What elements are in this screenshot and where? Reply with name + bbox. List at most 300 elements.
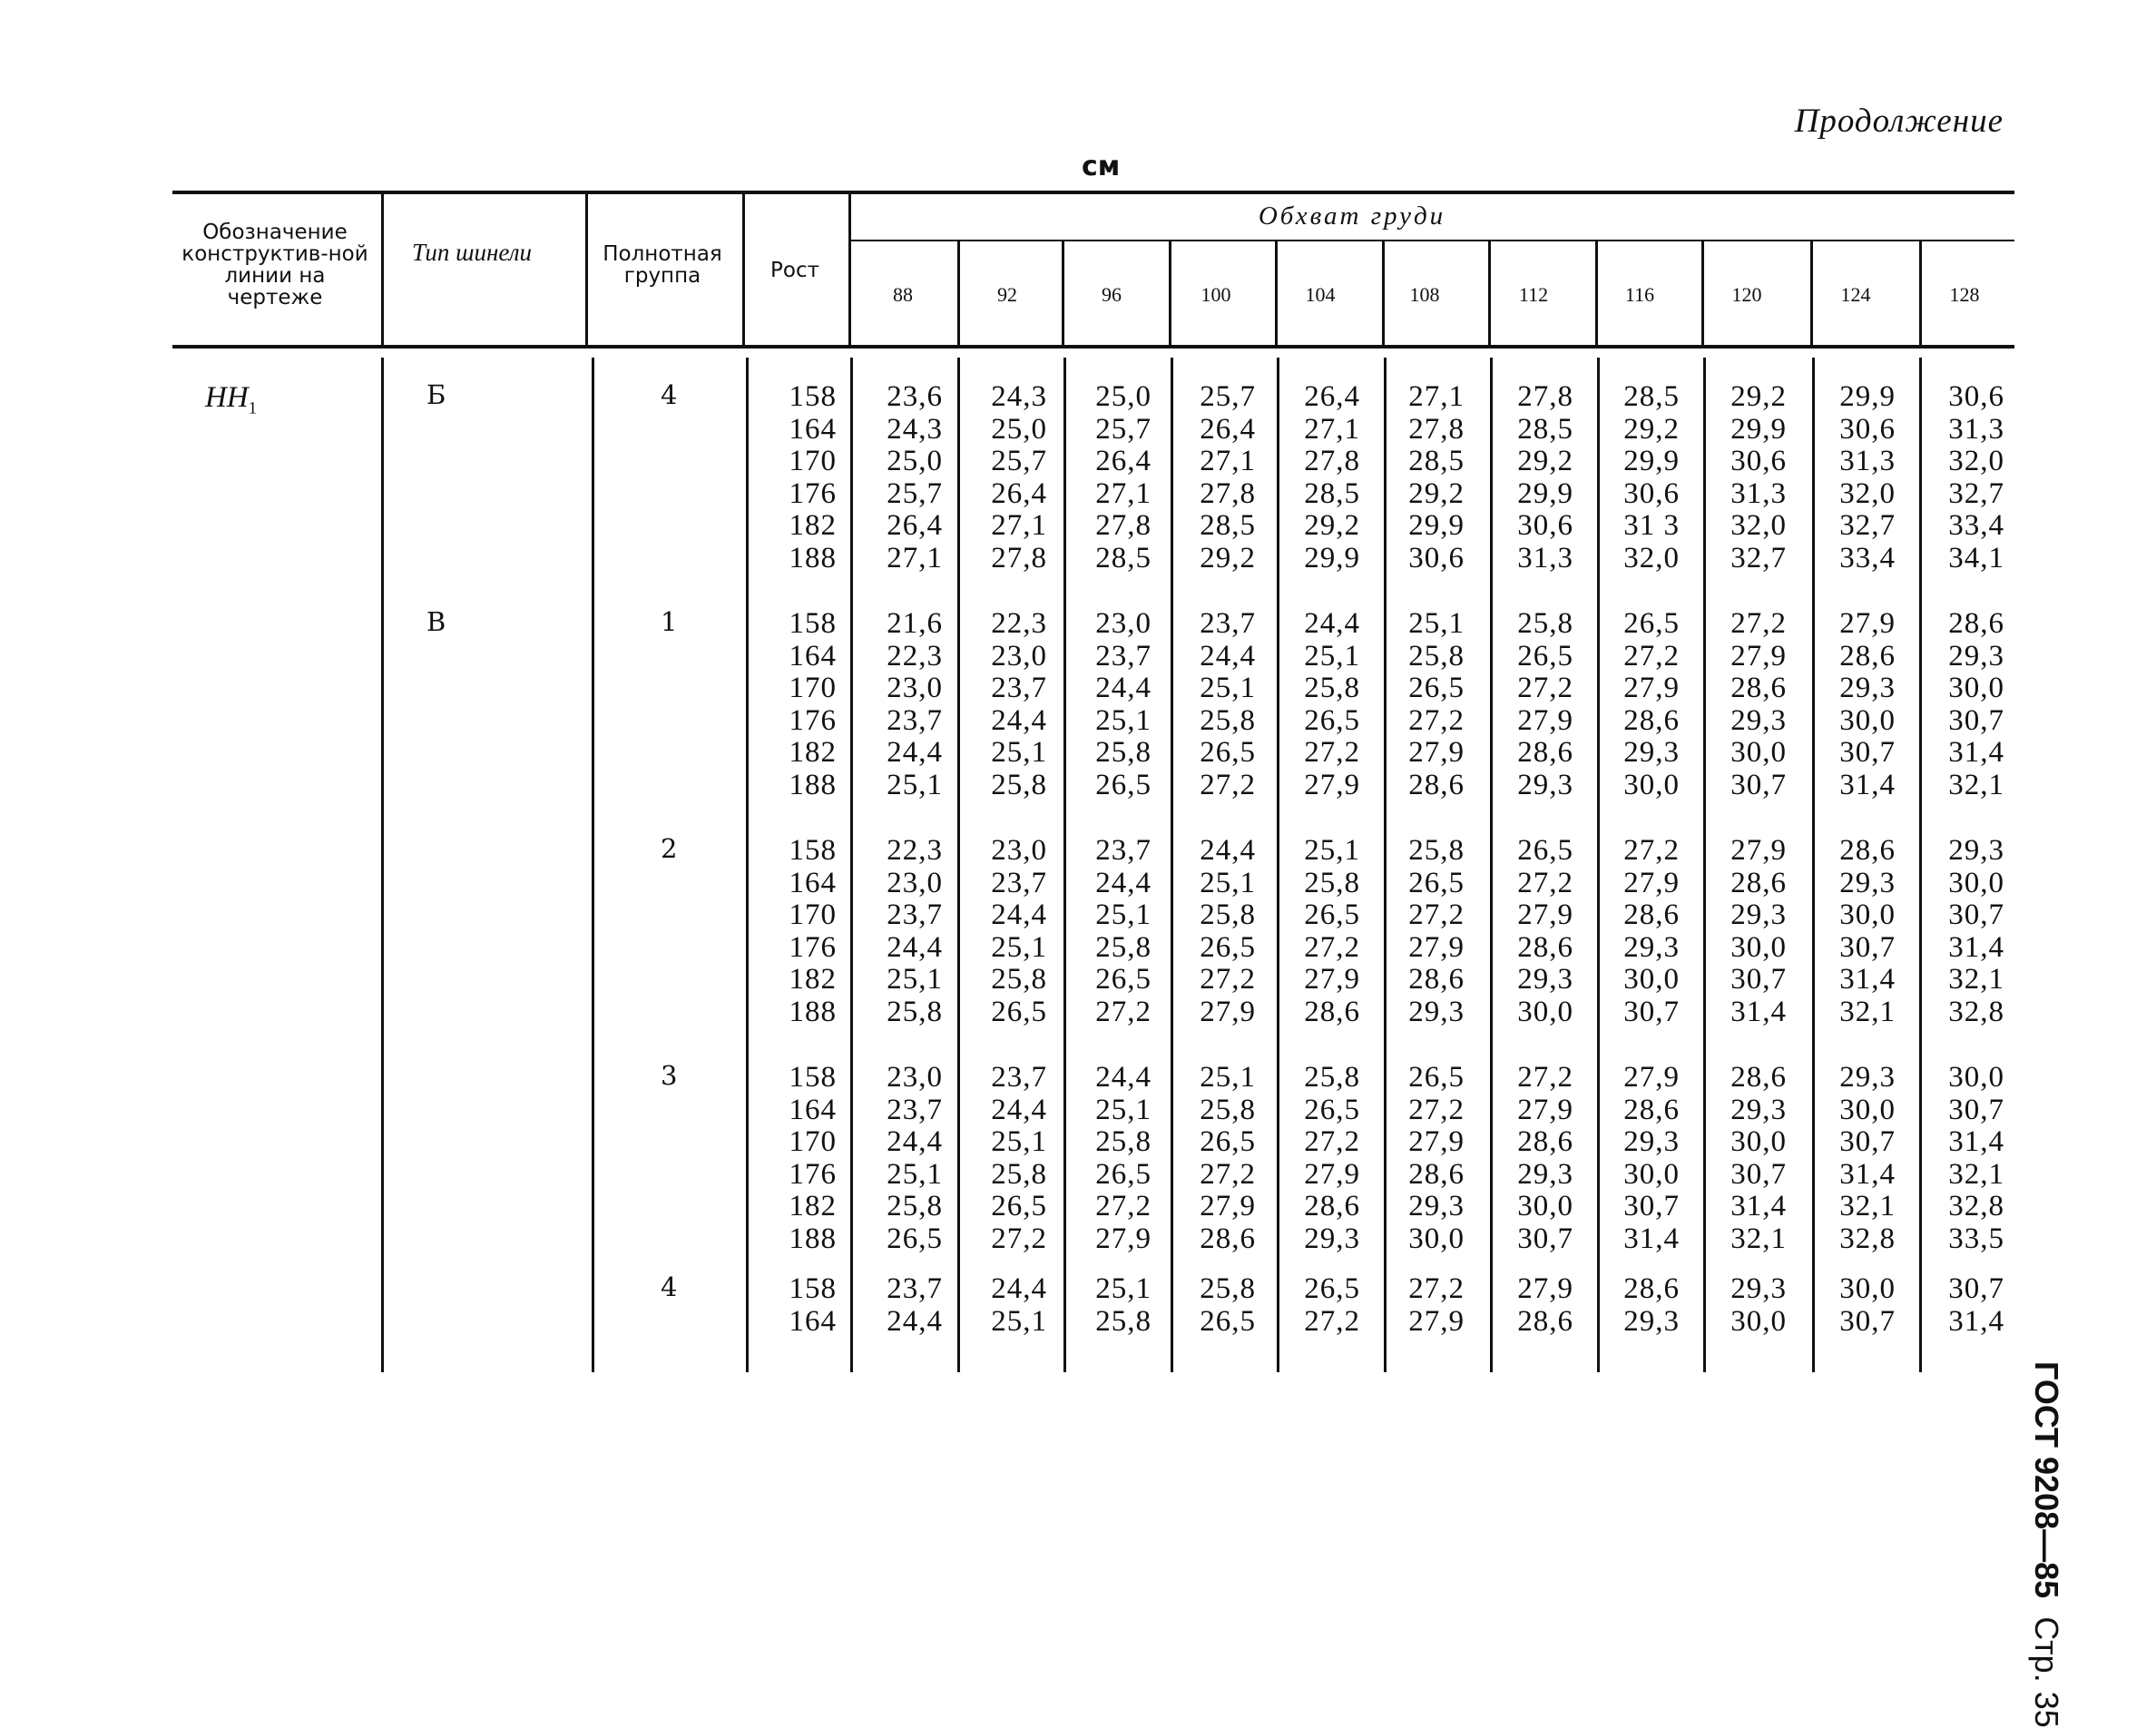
table-cell: 25,8 [1304, 672, 1360, 704]
table-cell: 29,3 [1623, 1304, 1680, 1338]
chest-column-values [1703, 835, 1787, 1028]
table-cell: 24,4 [991, 1093, 1047, 1126]
table-cell: 25,1 [1095, 1093, 1152, 1126]
table-cell: 23,7 [887, 1272, 943, 1305]
table-cell: 23,7 [887, 703, 943, 737]
table-cell: 27,8 [1095, 509, 1152, 542]
table-cell: 22,3 [887, 834, 943, 867]
table-cell: 32,7 [1948, 476, 2004, 510]
table-cell: 26,5 [1517, 834, 1573, 867]
table-cell: 30,0 [1839, 703, 1896, 737]
table-cell: 29,2 [1517, 445, 1573, 477]
table-cell: 29,3 [1730, 1093, 1787, 1126]
table-cell: 27,2 [1517, 672, 1573, 704]
table-cell: 27,8 [1200, 476, 1256, 510]
table-cell: 23,7 [887, 898, 943, 931]
height-value: 176 [789, 476, 837, 510]
height-value: 188 [789, 1222, 837, 1255]
table-cell: 27,2 [1517, 866, 1573, 899]
table-cell: 27,2 [1095, 1190, 1152, 1222]
height-value: 170 [789, 672, 837, 704]
table-cell: 30,0 [1948, 672, 2004, 704]
table-cell: 25,1 [1304, 834, 1360, 867]
table-cell: 31,4 [1948, 1304, 2004, 1338]
chest-column-values [1381, 835, 1465, 1028]
table-cell: 27,9 [1408, 1304, 1465, 1338]
table-cell: 24,4 [887, 736, 943, 769]
height-value: 188 [789, 768, 837, 801]
table-cell: 30,0 [1730, 1125, 1787, 1158]
table-cell: 28,6 [1517, 736, 1573, 769]
chest-column-values [859, 381, 943, 574]
table-cell: 25,7 [991, 445, 1047, 477]
table-cell: 25,8 [887, 995, 943, 1028]
body-column-divider [1063, 358, 1066, 1372]
table-cell: 30,0 [1730, 930, 1787, 964]
height-value: 182 [789, 736, 837, 769]
table-cell: 32,1 [1839, 1190, 1896, 1222]
side-note-standard: ГОСТ 9208—85 [2028, 1361, 2065, 1599]
table-cell: 27,9 [1304, 768, 1360, 801]
chest-size-header: 128 [1949, 283, 1980, 306]
chest-column-values [1596, 835, 1680, 1028]
chest-column-values [1490, 835, 1573, 1028]
table-cell: 27,9 [1095, 1222, 1152, 1255]
chest-column-values [1381, 1273, 1465, 1338]
chest-column-values [1490, 1273, 1573, 1338]
table-cell: 29,3 [1517, 768, 1573, 801]
table-cell: 29,2 [1408, 476, 1465, 510]
chest-column-values [1172, 381, 1256, 574]
table-cell: 28,6 [1623, 703, 1680, 737]
chest-size-header: 92 [997, 283, 1017, 306]
table-cell: 33,4 [1839, 541, 1896, 574]
height-value: 164 [789, 1304, 837, 1338]
table-cell: 27,2 [1095, 995, 1152, 1028]
table-cell: 24,4 [887, 1304, 943, 1338]
table-cell: 25,8 [1200, 1093, 1256, 1126]
table-cell: 25,1 [1200, 672, 1256, 704]
table-cell: 23,0 [1095, 607, 1152, 640]
chest-size-header: 100 [1200, 283, 1231, 306]
table-cell: 25,1 [887, 1157, 943, 1191]
chest-size-header: 88 [893, 283, 913, 306]
table-cell: 27,9 [1623, 866, 1680, 899]
table-cell: 25,8 [991, 963, 1047, 996]
table-cell: 30,7 [1839, 1304, 1896, 1338]
table-cell: 24,4 [991, 703, 1047, 737]
table-cell: 27,2 [1200, 1157, 1256, 1191]
table-cell: 28,6 [1517, 1125, 1573, 1158]
table-cell: 29,9 [1408, 509, 1465, 542]
height-values [769, 1062, 837, 1255]
height-value: 158 [789, 607, 837, 640]
table-cell: 30,0 [1623, 768, 1680, 801]
table-cell: 32,0 [1623, 541, 1680, 574]
table-cell: 26,5 [1408, 672, 1465, 704]
table-cell: 27,9 [1730, 639, 1787, 673]
header-column-divider [1062, 241, 1064, 345]
height-value: 182 [789, 1190, 837, 1222]
table-cell: 28,5 [1200, 509, 1256, 542]
table-cell: 28,6 [1730, 672, 1787, 704]
table-cell: 29,9 [1623, 445, 1680, 477]
table-cell: 32,1 [1730, 1222, 1787, 1255]
header-column-divider [1169, 241, 1171, 345]
chest-column-values [1172, 835, 1256, 1028]
fullness-group: 1 [661, 606, 678, 637]
header-column-divider [957, 241, 960, 345]
chest-column-values [1068, 381, 1152, 574]
table-cell: 24,4 [1200, 639, 1256, 673]
body-column-divider [592, 358, 594, 1372]
table-cell: 31,4 [1948, 1125, 2004, 1158]
table-cell: 30,0 [1839, 898, 1896, 931]
table-cell: 25,7 [1200, 380, 1256, 413]
table-cell: 27,8 [1304, 445, 1360, 477]
table-cell: 25,1 [991, 1125, 1047, 1158]
table-cell: 24,4 [1200, 834, 1256, 867]
chest-column-values [1596, 381, 1680, 574]
table-cell: 32,8 [1839, 1222, 1896, 1255]
table-cell: 25,8 [1408, 639, 1465, 673]
table-cell: 29,3 [1730, 898, 1787, 931]
height-value: 158 [789, 1272, 837, 1305]
table-cell: 29,3 [1948, 639, 2004, 673]
chest-column-values [1921, 835, 2004, 1028]
table-cell: 21,6 [887, 607, 943, 640]
header-column-divider [381, 194, 384, 345]
height-value: 170 [789, 1125, 837, 1158]
table-cell: 25,1 [1095, 1272, 1152, 1305]
chest-column-values [859, 835, 943, 1028]
table-cell: 28,5 [1623, 380, 1680, 413]
table-cell: 27,2 [1408, 1093, 1465, 1126]
table-cell: 27,9 [1730, 834, 1787, 867]
table-cell: 25,8 [991, 1157, 1047, 1191]
chest-column-values [1812, 608, 1896, 801]
chest-column-values [1381, 1062, 1465, 1255]
table-cell: 25,8 [1304, 866, 1360, 899]
table-cell: 23,6 [887, 380, 943, 413]
chest-column-values [964, 381, 1047, 574]
table-cell: 23,0 [887, 866, 943, 899]
table-cell: 28,6 [1517, 930, 1573, 964]
table-cell: 33,5 [1948, 1222, 2004, 1255]
chest-column-values [859, 1062, 943, 1255]
chest-column-values [1490, 1062, 1573, 1255]
table-cell: 28,6 [1517, 1304, 1573, 1338]
table-cell: 29,2 [1200, 541, 1256, 574]
table-cell: 26,5 [991, 995, 1047, 1028]
height-values [769, 381, 837, 574]
table-cell: 30,0 [1623, 963, 1680, 996]
table-cell: 25,8 [1095, 930, 1152, 964]
chest-size-header: 112 [1518, 283, 1549, 306]
table-cell: 23,0 [887, 1061, 943, 1094]
chest-column-values [1068, 608, 1152, 801]
table-cell: 30,6 [1517, 509, 1573, 542]
table-cell: 30,7 [1623, 995, 1680, 1028]
table-cell: 26,5 [1095, 1157, 1152, 1191]
body-column-divider [381, 358, 384, 1372]
table-cell: 25,1 [991, 736, 1047, 769]
chest-column-values [1068, 835, 1152, 1028]
table-cell: 24,4 [991, 898, 1047, 931]
height-value: 158 [789, 1061, 837, 1094]
table-cell: 28,6 [1730, 1061, 1787, 1094]
table-cell: 23,7 [1095, 834, 1152, 867]
header-column-divider [1701, 241, 1704, 345]
table-cell: 31,4 [1839, 1157, 1896, 1191]
table-cell: 26,5 [1408, 866, 1465, 899]
table-cell: 27,2 [1304, 1304, 1360, 1338]
table-cell: 26,5 [1623, 607, 1680, 640]
chest-column-values [1812, 835, 1896, 1028]
table-cell: 23,0 [887, 672, 943, 704]
chest-size-header: 124 [1840, 283, 1871, 306]
table-cell: 27,9 [1839, 607, 1896, 640]
table-cell: 30,6 [1408, 541, 1465, 574]
table-cell: 28,6 [1408, 768, 1465, 801]
table-cell: 25,1 [991, 930, 1047, 964]
table-cell: 23,0 [991, 834, 1047, 867]
chest-column-values [1596, 608, 1680, 801]
table-cell: 34,1 [1948, 541, 2004, 574]
table-cell: 26,5 [1408, 1061, 1465, 1094]
table-cell: 33,4 [1948, 509, 2004, 542]
table-cell: 30,0 [1517, 1190, 1573, 1222]
height-values [769, 835, 837, 1028]
table-cell: 27,2 [1408, 1272, 1465, 1305]
body-column-divider [957, 358, 960, 1372]
table-cell: 31,3 [1730, 476, 1787, 510]
chest-column-values [1172, 608, 1256, 801]
table-cell: 32,0 [1948, 445, 2004, 477]
table-cell: 27,1 [991, 509, 1047, 542]
table-cell: 27,1 [1408, 380, 1465, 413]
table-cell: 29,3 [1623, 736, 1680, 769]
table-cell: 30,7 [1948, 1272, 2004, 1305]
table-cell: 27,9 [1408, 930, 1465, 964]
table-cell: 30,7 [1517, 1222, 1573, 1255]
table-cell: 25,1 [887, 768, 943, 801]
table-cell: 25,8 [1095, 1125, 1152, 1158]
table-cell: 27,1 [887, 541, 943, 574]
height-value: 164 [789, 412, 837, 446]
height-value: 176 [789, 930, 837, 964]
chest-column-values [1381, 381, 1465, 574]
table-cell: 24,4 [1095, 866, 1152, 899]
table-cell: 23,7 [1200, 607, 1256, 640]
table-cell: 30,7 [1948, 1093, 2004, 1126]
header-bottom-rule [172, 345, 2014, 349]
height-value: 158 [789, 380, 837, 413]
table-cell: 31,4 [1839, 768, 1896, 801]
table-cell: 29,3 [1839, 866, 1896, 899]
table-cell: 30,0 [1948, 1061, 2004, 1094]
height-values [769, 608, 837, 801]
table-cell: 29,3 [1408, 995, 1465, 1028]
chest-column-values [964, 835, 1047, 1028]
table-cell: 25,8 [1095, 736, 1152, 769]
chest-column-values [1596, 1062, 1680, 1255]
line-label-text: НН [205, 381, 249, 414]
table-cell: 26,5 [991, 1190, 1047, 1222]
table-cell: 29,2 [1304, 509, 1360, 542]
table-cell: 25,1 [1304, 639, 1360, 673]
table-cell: 30,6 [1730, 445, 1787, 477]
table-cell: 27,2 [1408, 703, 1465, 737]
table-cell: 30,0 [1408, 1222, 1465, 1255]
table-cell: 27,2 [991, 1222, 1047, 1255]
chest-column-values [1812, 1062, 1896, 1255]
table-cell: 31,3 [1948, 412, 2004, 446]
table-cell: 25,0 [887, 445, 943, 477]
height-value: 188 [789, 541, 837, 574]
table-cell: 31,3 [1839, 445, 1896, 477]
chest-column-values [1277, 608, 1360, 801]
header-column-divider [1595, 241, 1598, 345]
table-cell: 29,2 [1623, 412, 1680, 446]
table-cell: 25,1 [1200, 866, 1256, 899]
height-value: 164 [789, 866, 837, 899]
table-cell: 26,4 [1095, 445, 1152, 477]
side-note-page: Стр. 35 [2028, 1616, 2065, 1728]
table-cell: 27,9 [1304, 963, 1360, 996]
table-cell: 25,0 [991, 412, 1047, 446]
table-cell: 28,6 [1304, 1190, 1360, 1222]
table-cell: 26,5 [1095, 963, 1152, 996]
table-cell: 30,7 [1730, 963, 1787, 996]
height-value: 182 [789, 963, 837, 996]
table-top-rule [172, 191, 2014, 194]
table-cell: 29,9 [1730, 412, 1787, 446]
table-cell: 26,5 [1095, 768, 1152, 801]
line-label [205, 381, 257, 419]
chest-column-values [1703, 1273, 1787, 1338]
table-cell: 26,4 [991, 476, 1047, 510]
table-cell: 25,7 [887, 476, 943, 510]
table-cell: 30,0 [1517, 995, 1573, 1028]
table-cell: 22,3 [991, 607, 1047, 640]
table-cell: 29,3 [1517, 1157, 1573, 1191]
table-cell: 28,5 [1408, 445, 1465, 477]
table-cell: 27,9 [1517, 1272, 1573, 1305]
table-cell: 26,4 [1304, 380, 1360, 413]
table-cell: 29,3 [1730, 1272, 1787, 1305]
table-cell: 27,9 [1200, 1190, 1256, 1222]
fullness-group: 3 [661, 1060, 678, 1091]
chest-column-values [1277, 381, 1360, 574]
table-cell: 31 3 [1623, 509, 1680, 542]
chest-column-values [1490, 608, 1573, 801]
table-cell: 28,5 [1517, 412, 1573, 446]
table-cell: 25,8 [1200, 1272, 1256, 1305]
table-cell: 29,3 [1948, 834, 2004, 867]
table-cell: 23,7 [887, 1093, 943, 1126]
table-cell: 28,6 [1408, 963, 1465, 996]
chest-column-values [859, 1273, 943, 1338]
table-cell: 27,9 [1517, 898, 1573, 931]
table-cell: 26,5 [1517, 639, 1573, 673]
table-cell: 28,6 [1839, 639, 1896, 673]
chest-column-values [964, 608, 1047, 801]
header-column-divider [848, 194, 851, 345]
chest-column-values [964, 1062, 1047, 1255]
table-cell: 30,6 [1623, 476, 1680, 510]
table-cell: 25,7 [1095, 412, 1152, 446]
table-cell: 28,5 [1304, 476, 1360, 510]
table-cell: 28,6 [1304, 995, 1360, 1028]
table-cell: 26,5 [1304, 1272, 1360, 1305]
table-cell: 27,9 [1517, 1093, 1573, 1126]
table-cell: 29,3 [1304, 1222, 1360, 1255]
height-value: 164 [789, 1093, 837, 1126]
table-cell: 25,1 [1095, 898, 1152, 931]
chest-column-values [1703, 1062, 1787, 1255]
table-cell: 25,8 [1200, 703, 1256, 737]
table-cell: 29,3 [1517, 963, 1573, 996]
table-cell: 24,4 [1304, 607, 1360, 640]
table-cell: 28,6 [1730, 866, 1787, 899]
table-cell: 26,5 [1304, 703, 1360, 737]
table-cell: 26,5 [1200, 1125, 1256, 1158]
table-cell: 23,7 [991, 672, 1047, 704]
side-note [2027, 1361, 2065, 1728]
table-cell: 30,6 [1839, 412, 1896, 446]
table-cell: 29,2 [1730, 380, 1787, 413]
table-cell: 26,5 [1304, 1093, 1360, 1126]
table-cell: 26,5 [1200, 736, 1256, 769]
chest-subheader-rule [848, 240, 2014, 241]
table-cell: 23,7 [991, 1061, 1047, 1094]
table-cell: 25,8 [991, 768, 1047, 801]
height-value: 170 [789, 898, 837, 931]
table-cell: 27,2 [1304, 930, 1360, 964]
table-cell: 30,7 [1839, 1125, 1896, 1158]
chest-column-values [1277, 835, 1360, 1028]
table-cell: 24,4 [887, 1125, 943, 1158]
table-cell: 32,7 [1730, 541, 1787, 574]
table-cell: 27,9 [1623, 672, 1680, 704]
coat-type: В [426, 606, 446, 637]
table-cell: 27,2 [1200, 768, 1256, 801]
table-cell: 25,1 [1200, 1061, 1256, 1094]
header-chest-title: Обхват груди [1258, 201, 1446, 231]
height-value: 182 [789, 509, 837, 542]
chest-column-values [964, 1273, 1047, 1338]
height-value: 176 [789, 1157, 837, 1191]
table-cell: 25,1 [887, 963, 943, 996]
chest-size-header: 116 [1624, 283, 1655, 306]
table-cell: 28,5 [1095, 541, 1152, 574]
chest-column-values [1172, 1062, 1256, 1255]
table-cell: 28,6 [1948, 607, 2004, 640]
table-cell: 29,3 [1623, 930, 1680, 964]
table-cell: 32,1 [1948, 768, 2004, 801]
header-type: Тип шинели [412, 239, 532, 266]
fullness-group: 2 [661, 833, 678, 864]
table-cell: 25,8 [887, 1190, 943, 1222]
table-cell: 27,9 [1408, 1125, 1465, 1158]
table-cell: 25,8 [1200, 898, 1256, 931]
height-value: 158 [789, 834, 837, 867]
table-cell: 27,2 [1517, 1061, 1573, 1094]
table-cell: 30,7 [1730, 768, 1787, 801]
table-cell: 27,2 [1408, 898, 1465, 931]
table-cell: 27,1 [1095, 476, 1152, 510]
